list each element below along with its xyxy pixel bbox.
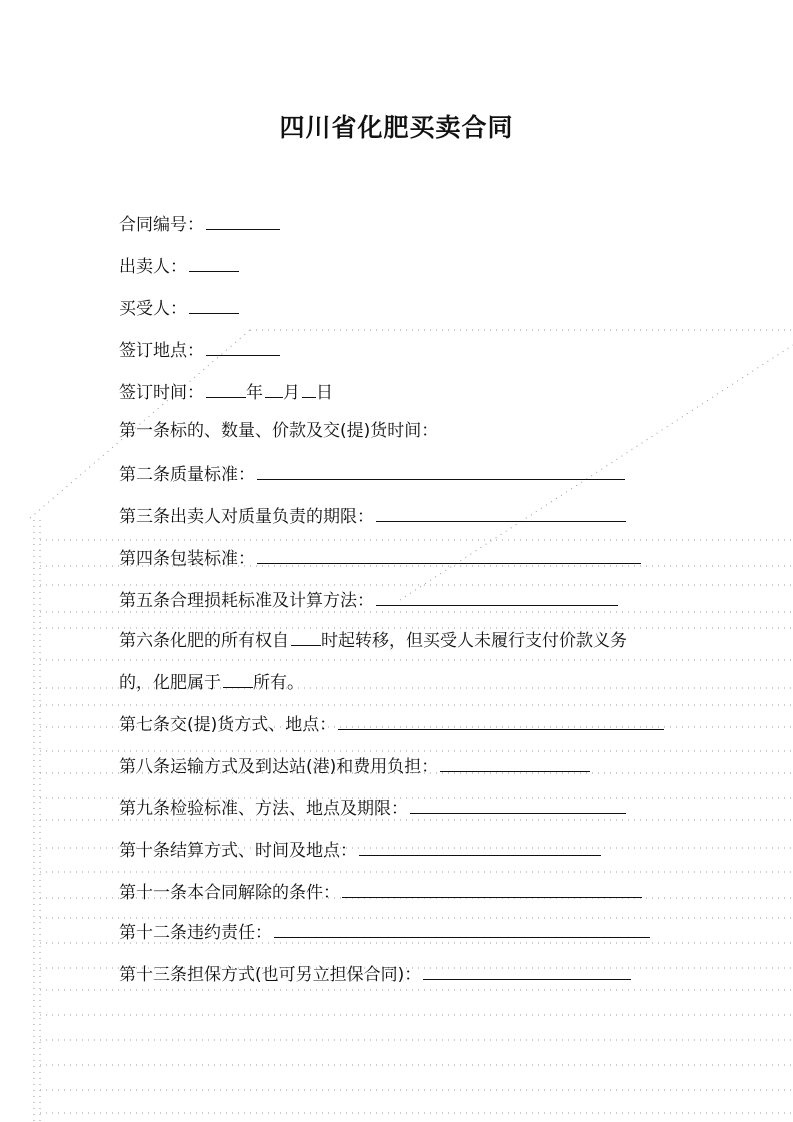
clause-10 xyxy=(119,838,601,862)
clause-7-blank xyxy=(338,712,664,730)
sign-place-label: 签订地点： xyxy=(119,341,204,361)
clause-8-blank xyxy=(440,754,590,772)
clause-1-text: 第一条标的、数量、价款及交(提)货时间： xyxy=(119,421,439,441)
clause-6-text-1: 第六条化肥的所有权自 xyxy=(119,631,289,651)
clause-6-line-1 xyxy=(119,628,627,652)
month-blank xyxy=(265,380,283,398)
clause-7 xyxy=(119,712,664,736)
clause-6-text-2: 时起转移，但买受人未履行支付价款义务 xyxy=(321,631,627,651)
clause-6-text-3: 的，化肥属于 xyxy=(119,673,221,693)
clause-6-blank-1 xyxy=(291,628,321,646)
year-label: 年 xyxy=(246,383,263,403)
contract-no-label: 合同编号： xyxy=(119,215,204,235)
clause-1 xyxy=(119,420,438,442)
clause-12 xyxy=(119,920,650,944)
clause-4-text: 第四条包装标准： xyxy=(119,549,255,569)
seller-line xyxy=(119,254,239,278)
clause-5-text: 第五条合理损耗标准及计算方法： xyxy=(119,591,374,611)
clause-6-text-4: 所有。 xyxy=(253,673,304,693)
clause-13-blank xyxy=(423,962,631,980)
buyer-label: 买受人： xyxy=(119,299,187,319)
clause-12-text: 第十二条违约责任： xyxy=(119,923,272,943)
clause-8 xyxy=(119,754,590,778)
clause-11-text: 第十一条本合同解除的条件： xyxy=(119,883,340,903)
seller-blank xyxy=(189,254,239,272)
clause-7-text: 第七条交(提)货方式、地点： xyxy=(119,715,337,735)
buyer-blank xyxy=(189,296,239,314)
clause-6-blank-2 xyxy=(223,670,253,688)
clause-13 xyxy=(119,962,631,986)
clause-10-blank xyxy=(359,838,601,856)
clause-4-blank xyxy=(257,546,641,564)
day-label: 日 xyxy=(316,383,333,403)
clause-5-blank xyxy=(376,588,618,606)
page-title: 四川省化肥买卖合同 xyxy=(279,113,514,142)
year-blank xyxy=(206,380,246,398)
seller-label: 出卖人： xyxy=(119,257,187,277)
clause-3-text: 第三条出卖人对质量负责的期限： xyxy=(119,507,374,527)
sign-place-blank xyxy=(206,338,280,356)
sign-place-line xyxy=(119,338,280,362)
day-blank xyxy=(302,380,316,398)
clause-9 xyxy=(119,796,626,820)
clause-5 xyxy=(119,588,618,612)
clause-4 xyxy=(119,546,641,570)
sign-time-label: 签订时间： xyxy=(119,383,204,403)
clause-6-line-2 xyxy=(119,670,304,694)
buyer-line xyxy=(119,296,239,320)
clause-3-blank xyxy=(376,504,626,522)
clause-12-blank xyxy=(274,920,650,938)
clause-2-text: 第二条质量标准： xyxy=(119,465,255,485)
clause-13-text: 第十三条担保方式(也可另立担保合同)： xyxy=(119,965,422,985)
clause-9-text: 第九条检验标准、方法、地点及期限： xyxy=(119,799,408,819)
clause-11-blank xyxy=(342,880,642,898)
clause-8-text: 第八条运输方式及到达站(港)和费用负担： xyxy=(119,757,439,777)
clause-9-blank xyxy=(410,796,626,814)
contract-no-line xyxy=(119,212,280,236)
clause-11 xyxy=(119,880,642,904)
clause-2 xyxy=(119,462,625,486)
clause-2-blank xyxy=(257,462,625,480)
contract-no-blank xyxy=(206,212,280,230)
clause-10-text: 第十条结算方式、时间及地点： xyxy=(119,841,357,861)
sign-time-line xyxy=(119,380,333,404)
month-label: 月 xyxy=(283,383,300,403)
clause-3 xyxy=(119,504,626,528)
